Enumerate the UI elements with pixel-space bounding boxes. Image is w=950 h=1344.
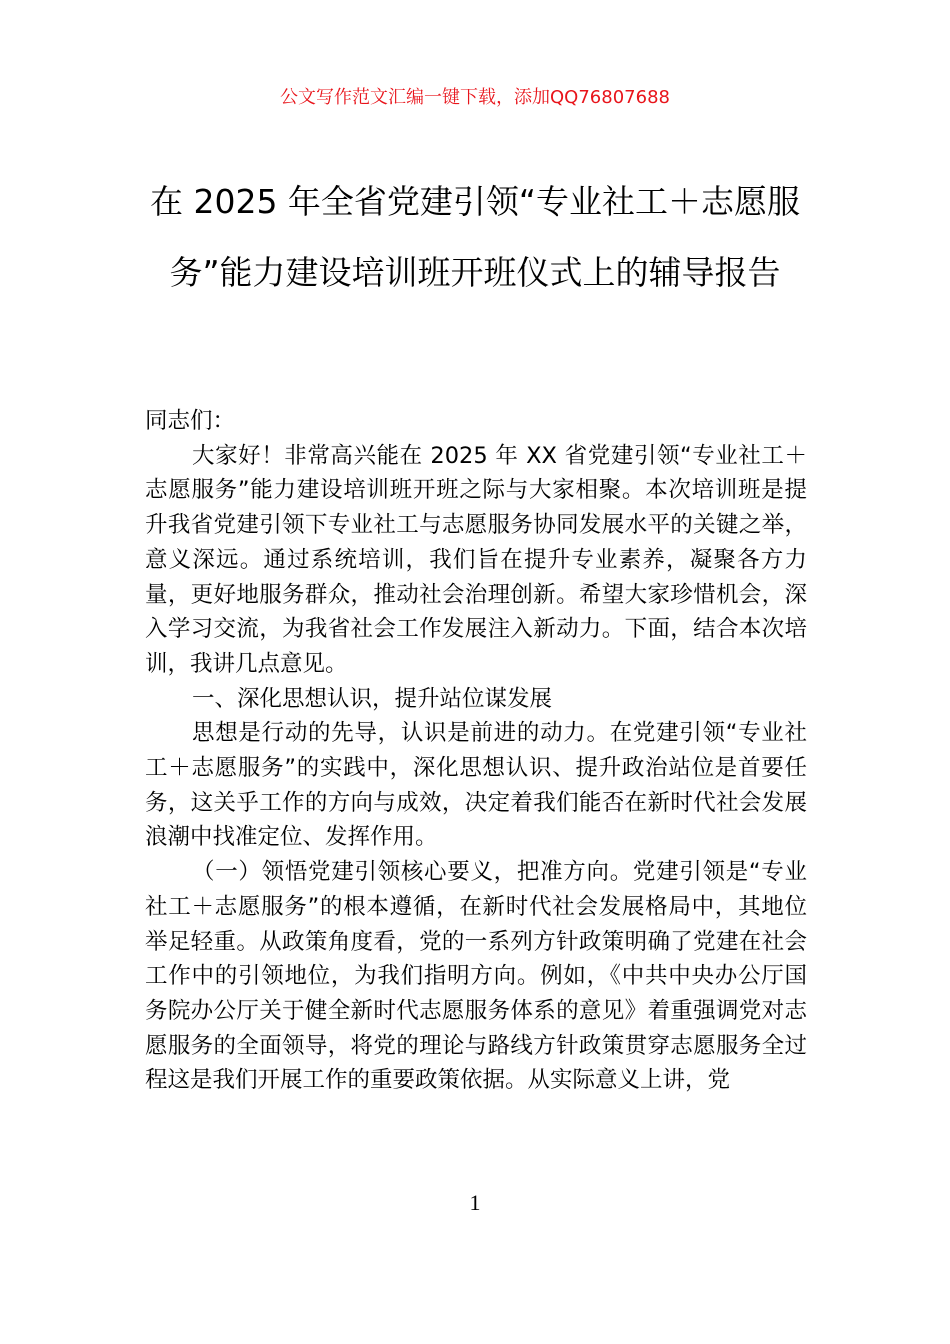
document-body: [145, 404, 807, 1098]
salutation: 同志们：: [145, 408, 236, 434]
paragraph-subsection-1: （一）领悟党建引领核心要义，把准方向。党建引领是“专业社工＋志愿服务”的根本遵循，在新时代社会发展格局中，其地位举足轻重。从政策角度看，党的一系列方针政策明确了党建在社会工作中的引领地位，为我们指明方向。例如，《中共中央办公厅国务院办公厅关于健全新时代志愿服务体系的意见》着重强调党对志愿服务的全面领导，将党的理论与路线方针政策贯穿志愿服务全过程这是我们开展工作的重要政策依据。从实际意义上讲，党: [145, 859, 807, 1094]
document-title: 在 2025 年全省党建引领“专业社工＋志愿服务”能力建设培训班开班仪式上的辅导报告: [149, 182, 801, 292]
section-heading: 一、深化思想认识，提升站位谋发展: [192, 685, 553, 712]
paragraph-section-intro: 思想是行动的先导，认识是前进的动力。在党建引领“专业社工＋志愿服务”的实践中，深化思想认识、提升政治站位是首要任务，这关乎工作的方向与成效，决定着我们能否在新时代社会发展浪潮中找准定位、发挥作用。: [145, 720, 807, 851]
download-notice: 公文写作范文汇编一键下载，添加QQ76807688: [280, 87, 670, 108]
page-number: 1: [469, 1190, 481, 1215]
paragraph-opening: 大家好！非常高兴能在 2025 年 XX 省党建引领“专业社工＋志愿服务”能力建设培训班开班之际与大家相聚。本次培训班是提升我省党建引领下专业社工与志愿服务协同发展水平的关键之举，意义深远。通过系统培训，我们旨在提升专业素养，凝聚各方力量，更好地服务群众，推动社会治理创新。希望大家珍惜机会，深入学习交流，为我省社会工作发展注入新动力。下面，结合本次培训，我讲几点意见。: [145, 442, 807, 677]
